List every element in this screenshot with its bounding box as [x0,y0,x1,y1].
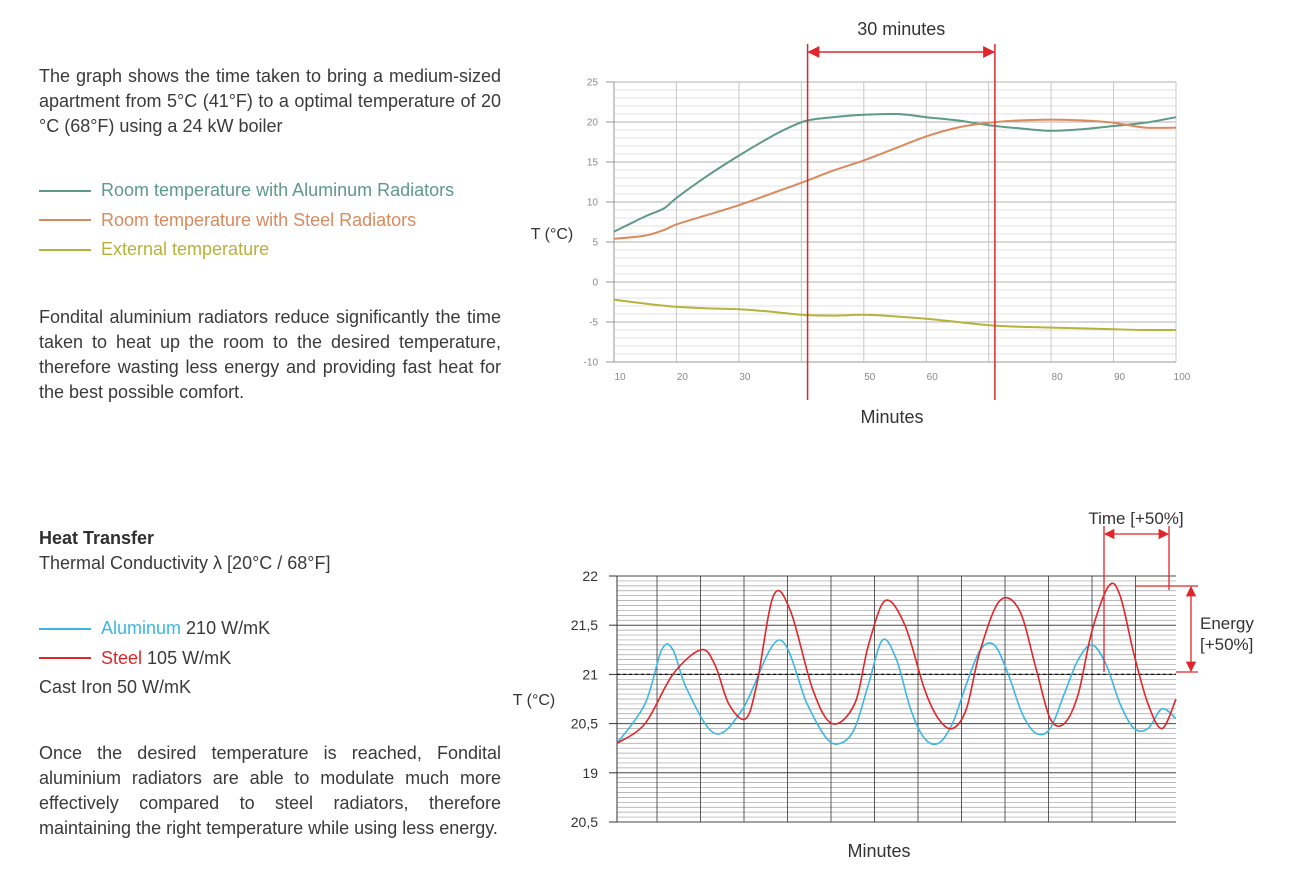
y-tick-label: 25 [586,77,598,89]
y-tick-label: 20,5 [570,715,598,732]
chart1 [531,19,1191,427]
y-tick-label: 20 [586,117,598,129]
y-tick-label: 19 [582,764,598,781]
y-tick-label: 5 [592,237,598,249]
intro-paragraph: The graph shows the time taken to bring a medium-sized apartment from 5°C (41°F) to a optimal temperature of 20 °C (68°F) using a 24 kW boiler [39,66,501,136]
legend-label: External temperature [101,239,270,260]
x-tick-label: 60 [926,372,938,383]
x-axis-label: Minutes [847,841,911,861]
chart2 [513,509,1255,861]
x-tick-label: 30 [739,372,751,383]
y-tick-label: 10 [586,197,598,209]
x-tick-label: 50 [864,372,876,383]
legend-name: Steel [101,647,143,668]
legend-value: 105 W/mK [147,647,232,668]
series-line [614,300,1176,330]
legend-label: Room temperature with Aluminum Radiators [101,180,455,201]
y-tick-label: 0 [592,277,598,289]
section-subheading: Thermal Conductivity λ [20°C / 68°F] [39,553,331,573]
y-tick-label: 20,5 [570,814,598,830]
time-annotation-label: Time [+50%] [1088,509,1184,528]
body-paragraph-2: Once the desired temperature is reached, Fondital aluminium radiators are able to modulate much more effectively compared to steel radiators, therefore maintaining the right temperature while using less energy. [39,743,501,838]
legend-value: 210 W/mK [186,618,271,639]
annotation-label: 30 minutes [857,19,946,39]
y-tick-label: -5 [589,317,598,329]
y-tick-label: 21 [582,666,598,683]
y-tick-label: -10 [583,357,598,369]
body-paragraph-1: Fondital aluminium radiators reduce significantly the time taken to heat up the room to the desired temperature, therefore wasting less energy and providing fast heat for the best possible comfort. [39,307,501,402]
x-tick-label: 90 [1113,372,1126,383]
x-tick-label: 20 [676,372,689,383]
y-tick-label: 22 [582,568,598,584]
legend-name: Aluminum [101,618,182,639]
energy-annotation-label-2: [+50%] [1200,635,1254,654]
legend-label: Room temperature with Steel Radiators [101,209,417,230]
series-line [614,114,1176,232]
cast-iron-label: Cast Iron 50 W/mK [39,677,192,698]
y-axis-label: T (°C) [512,692,556,709]
x-tick-label: 80 [1051,372,1063,383]
x-axis-label: Minutes [860,407,924,427]
x-tick-label: 100 [1173,372,1191,383]
x-tick-label: 10 [614,372,626,383]
series-line [614,120,1176,239]
y-axis-label: T (°C) [530,226,574,243]
section-heading: Heat Transfer [39,528,155,548]
y-tick-label: 21,5 [570,617,598,634]
energy-annotation-label-1: Energy [1200,614,1254,633]
y-tick-label: 15 [586,157,598,169]
